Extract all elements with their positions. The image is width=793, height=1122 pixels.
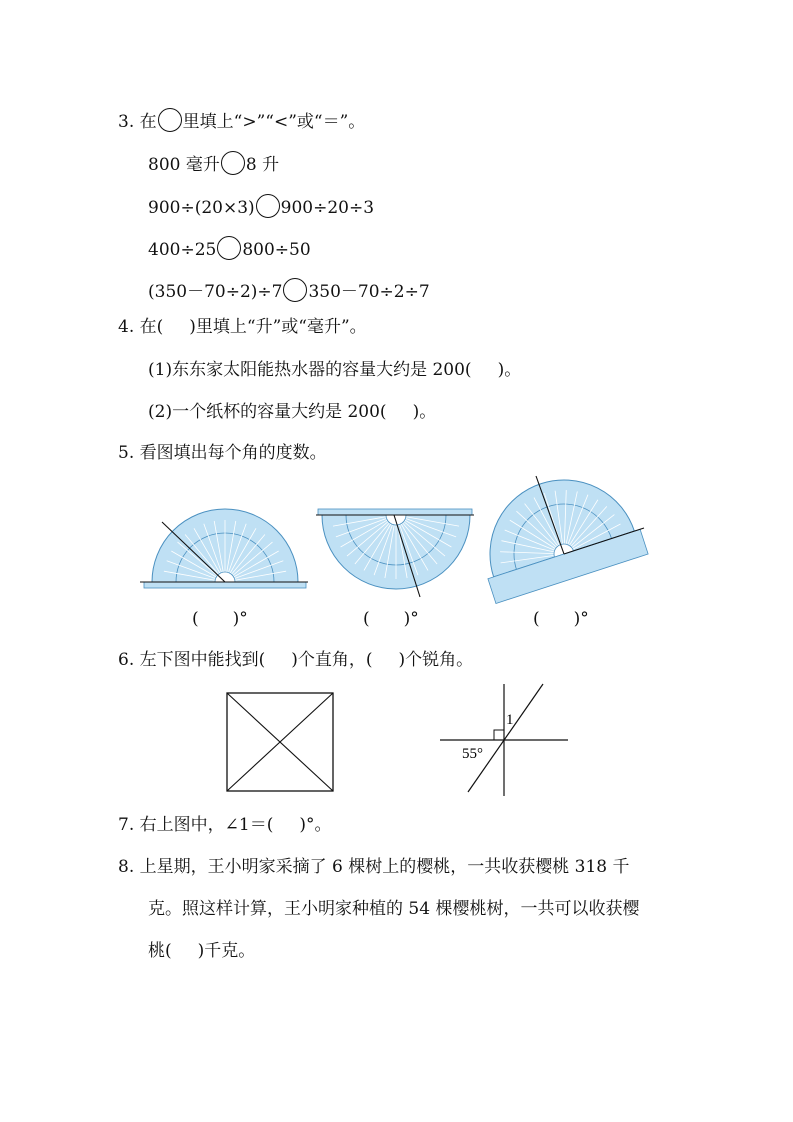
q4-prompt: 4. 在( )里填上“升”或“毫升”。 — [118, 317, 367, 337]
answer-circle[interactable] — [221, 151, 245, 175]
q5-number: 5. — [118, 443, 135, 463]
q4-item-1: (1)东东家太阳能热水器的容量大约是 200( )。 — [148, 360, 522, 380]
protractor-3 — [478, 470, 654, 594]
protractor-2 — [316, 505, 476, 600]
protractor-1 — [140, 500, 310, 595]
q8-line-1: 8. 上星期，王小明家采摘了 6 棵树上的樱桃，一共收获樱桃 318 千 — [118, 857, 630, 877]
q5-answer-3[interactable]: ( )° — [533, 609, 589, 629]
square-diagonals-figure — [226, 692, 336, 794]
q4-item-2: (2)一个纸杯的容量大约是 200( )。 — [148, 402, 437, 422]
q6-number: 6. — [118, 650, 135, 670]
q3-item-4: (350－70÷2)÷7 350－70÷2÷7 — [148, 278, 430, 304]
q8-line-3: 桃( )千克。 — [148, 941, 256, 961]
q3-prompt: 3. 在 里填上“>”“<”或“＝”。 — [118, 108, 365, 134]
answer-circle[interactable] — [256, 194, 280, 218]
q4-number: 4. — [118, 317, 135, 337]
q3-item-1: 800 毫升 8 升 — [148, 151, 279, 177]
angle-1-label: 1 — [506, 712, 514, 728]
q3-item-2: 900÷(20×3) 900÷20÷3 — [148, 194, 374, 220]
answer-circle[interactable] — [283, 278, 307, 302]
q7-prompt: 7. 右上图中，∠1＝( )°。 — [118, 815, 332, 835]
intersecting-lines-figure — [440, 682, 570, 800]
q3-number: 3. — [118, 112, 135, 132]
q8-line-2: 克。照这样计算，王小明家种植的 54 棵樱桃树，一共可以收获樱 — [148, 899, 640, 919]
q6-prompt: 6. 左下图中能找到( )个直角，( )个锐角。 — [118, 650, 474, 670]
q5-prompt: 5. 看图填出每个角的度数。 — [118, 443, 327, 463]
q7-number: 7. — [118, 815, 135, 835]
angle-55-label: 55° — [462, 746, 483, 762]
answer-circle[interactable] — [158, 108, 182, 132]
q8-number: 8. — [118, 857, 135, 877]
q3-item-3: 400÷25 800÷50 — [148, 236, 311, 262]
q5-answer-2[interactable]: ( )° — [363, 609, 419, 629]
q5-answer-1[interactable]: ( )° — [192, 609, 248, 629]
answer-circle[interactable] — [217, 236, 241, 260]
